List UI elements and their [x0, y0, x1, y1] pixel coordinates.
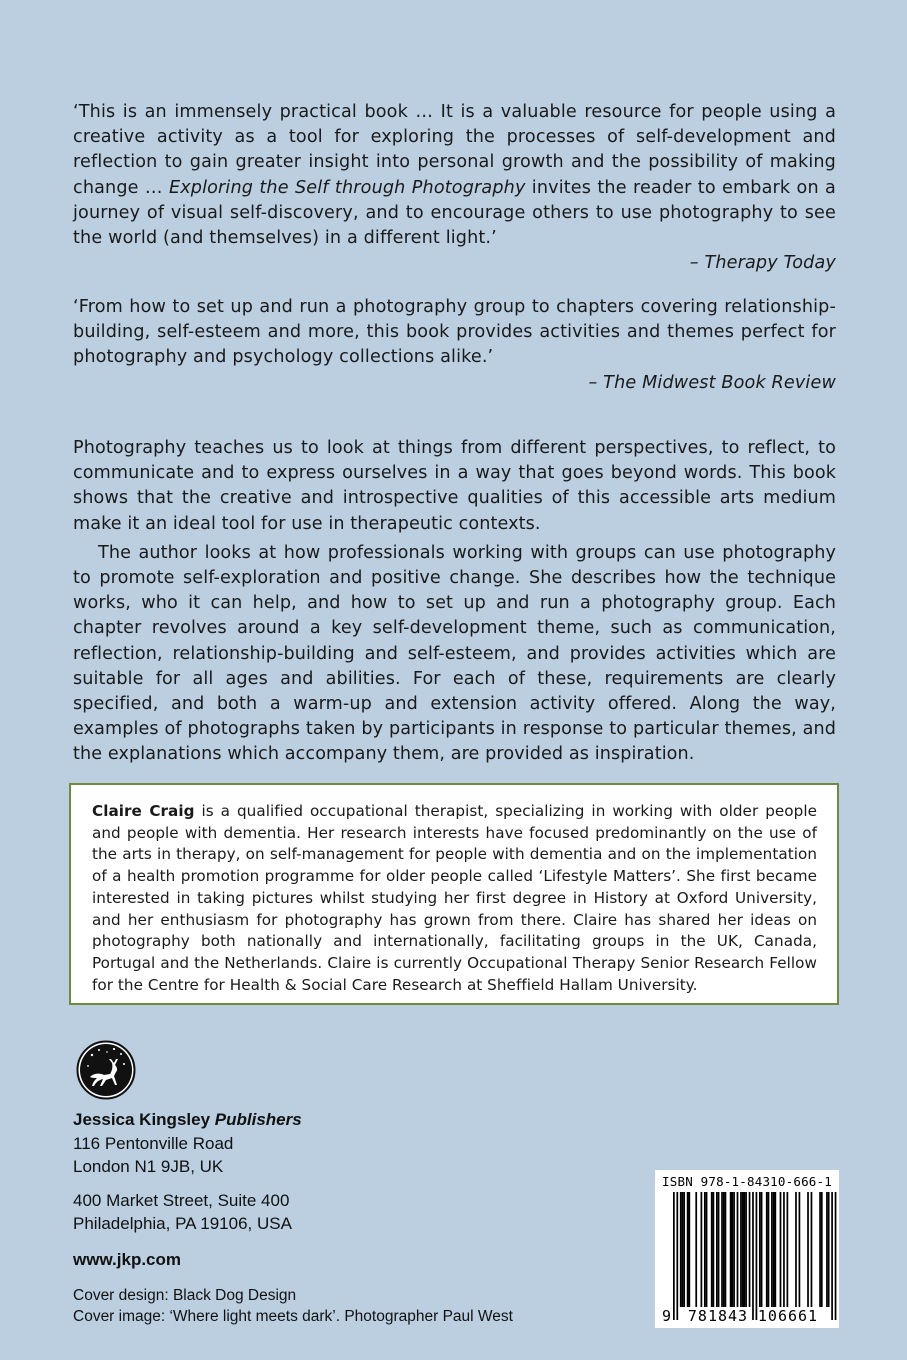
barcode-bar	[761, 1192, 763, 1307]
barcode-bar	[687, 1192, 689, 1307]
book-title: Exploring the Self through Photography	[168, 177, 526, 198]
publisher-website[interactable]: www.jkp.com	[73, 1249, 182, 1269]
barcode-bar	[787, 1192, 789, 1307]
cover-credits	[73, 1285, 513, 1327]
barcode-bar	[713, 1192, 715, 1307]
book-description	[73, 436, 836, 768]
barcode-bar	[721, 1192, 723, 1307]
barcode-bar	[744, 1192, 746, 1307]
publisher-name: Jessica Kingsley Publishers	[73, 1110, 302, 1129]
barcode-bar	[695, 1192, 697, 1307]
address-us: 400 Market Street, Suite 400 Philadelphia, PA 19106, USA	[73, 1190, 292, 1233]
barcode-digits-left: 781843	[687, 1307, 749, 1325]
review-attribution: – The Midwest Book Review	[588, 372, 836, 393]
barcode-bar	[730, 1192, 732, 1307]
barcode-bar	[811, 1192, 813, 1307]
barcode-bar	[688, 1192, 690, 1307]
barcode-bar	[749, 1192, 751, 1307]
barcode-bar	[821, 1192, 823, 1307]
barcode-bar	[723, 1192, 725, 1307]
barcode-bar	[759, 1192, 761, 1307]
barcode-bar	[704, 1192, 706, 1307]
review-attribution: – Therapy Today	[689, 253, 836, 274]
barcode-bar	[756, 1192, 758, 1320]
barcode-bar	[768, 1192, 770, 1307]
barcode-bar	[731, 1192, 733, 1307]
cover-image-credit: Cover image: ‘Where light meets dark’. Photographer Paul West	[73, 1308, 513, 1325]
barcode-bar	[682, 1192, 684, 1307]
barcode-bar	[745, 1192, 747, 1307]
barcode-bar	[683, 1192, 685, 1307]
barcode-bar	[740, 1192, 742, 1307]
author-bio-box	[69, 783, 839, 1005]
barcode-bar	[752, 1192, 754, 1320]
barcode-bar	[706, 1192, 708, 1307]
barcode-bar	[701, 1192, 703, 1307]
barcode-bar	[673, 1192, 675, 1320]
barcode-bar	[835, 1192, 837, 1320]
barcode-bar	[718, 1192, 720, 1307]
author-bio: Claire Craig is a qualified occupational therapist, specializing in working with older people and people with dementia. Her research interests have focused predominantly on the use of the arts in therapy, on self-management for people with dementia and on the implementation of a health promotion programme for older people called ‘Lifestyle Matters’. She first became interested in taking pictures whilst studying her first degree in History at Oxford University, and her enthusiasm for photography has grown from there. Claire has shared her ideas on photography both nationally and internationally, facilitating groups in the UK, Canada, Portugal and the Netherlands. Claire is currently Occupational Therapy Senior Research Fellow for the Centre for Health & Social Care Research at Sheffield Hallam University.	[92, 802, 817, 994]
barcode-bar	[737, 1192, 739, 1307]
barcode-graphic	[655, 1170, 839, 1328]
cover-design-credit: Cover design: Black Dog Design	[73, 1287, 297, 1304]
barcode-bar	[795, 1192, 797, 1307]
review-therapy-today	[73, 100, 836, 276]
barcode-bar	[819, 1192, 821, 1307]
barcode-bar	[742, 1192, 744, 1307]
barcode-bar	[711, 1192, 713, 1307]
barcode-bar	[783, 1192, 785, 1307]
author-name: Claire Craig	[92, 802, 195, 820]
description-paragraph: Photography teaches us to look at things from different perspectives, to reflect, to communicate and to express ourselves in a way that goes beyond words. This book shows that the creative and introspective qualities of this accessible arts medium make it an ideal tool for use in therapeutic contexts.	[73, 438, 836, 534]
barcode-bar	[831, 1192, 833, 1320]
review-text: ‘This is an immensely practical book … It is a valuable resource for people using a creative activity as a tool for exploring the processes of self-development and reflection to gain greater insight into personal growth and the possibility of making change … Exploring the Self through Photography invites the reader to embark on a journey of visual self-discovery, and to encourage others to use photography to see the world (and themselves) in a different light.’	[73, 102, 836, 249]
barcode-digit-first: 9	[662, 1307, 672, 1325]
address-uk: 116 Pentonville Road London N1 9JB, UK	[73, 1133, 234, 1176]
isbn-barcode	[655, 1170, 839, 1328]
publisher-info	[73, 1108, 513, 1327]
barcode-bar	[773, 1192, 775, 1307]
barcode-bar	[780, 1192, 782, 1307]
barcode-bar	[828, 1192, 830, 1307]
isbn-label: ISBN 978-1-84310-666-1	[662, 1174, 832, 1189]
barcode-bar	[799, 1192, 801, 1307]
barcode-bar	[716, 1192, 718, 1307]
publisher-logo-icon	[76, 1040, 136, 1100]
barcode-bar	[771, 1192, 773, 1307]
review-text: ‘From how to set up and run a photography group to chapters covering relationship-building, self-esteem and more, this book provides activities and themes perfect for photography and psychology collections alike.’	[73, 297, 836, 368]
barcode-bar	[774, 1192, 776, 1307]
barcode-bar	[733, 1192, 735, 1307]
barcode-digits-right: 106661	[757, 1307, 819, 1325]
barcode-bar	[807, 1192, 809, 1307]
barcode-bar	[676, 1192, 678, 1320]
barcode-bar	[680, 1192, 682, 1307]
description-paragraph: The author looks at how professionals working with groups can use photography to promote self-exploration and positive change. She describes how the technique works, who it can help, and how to set up and run a photography group. Each chapter revolves around a key self-development theme, such as communication, reflection, relationship-building and self-esteem, and provides activities which are suitable for all ages and abilities. For each of these, requirements are clearly specified, and both a warm-up and extension activity offered. Along the way, examples of photographs taken by participants in response to particular themes, and the explanations which accompany them, are provided as inspiration.	[73, 542, 836, 765]
review-midwest-book-review	[73, 295, 836, 396]
barcode-bar	[826, 1192, 828, 1307]
barcode-bar	[766, 1192, 768, 1307]
barcode-bar	[725, 1192, 727, 1307]
